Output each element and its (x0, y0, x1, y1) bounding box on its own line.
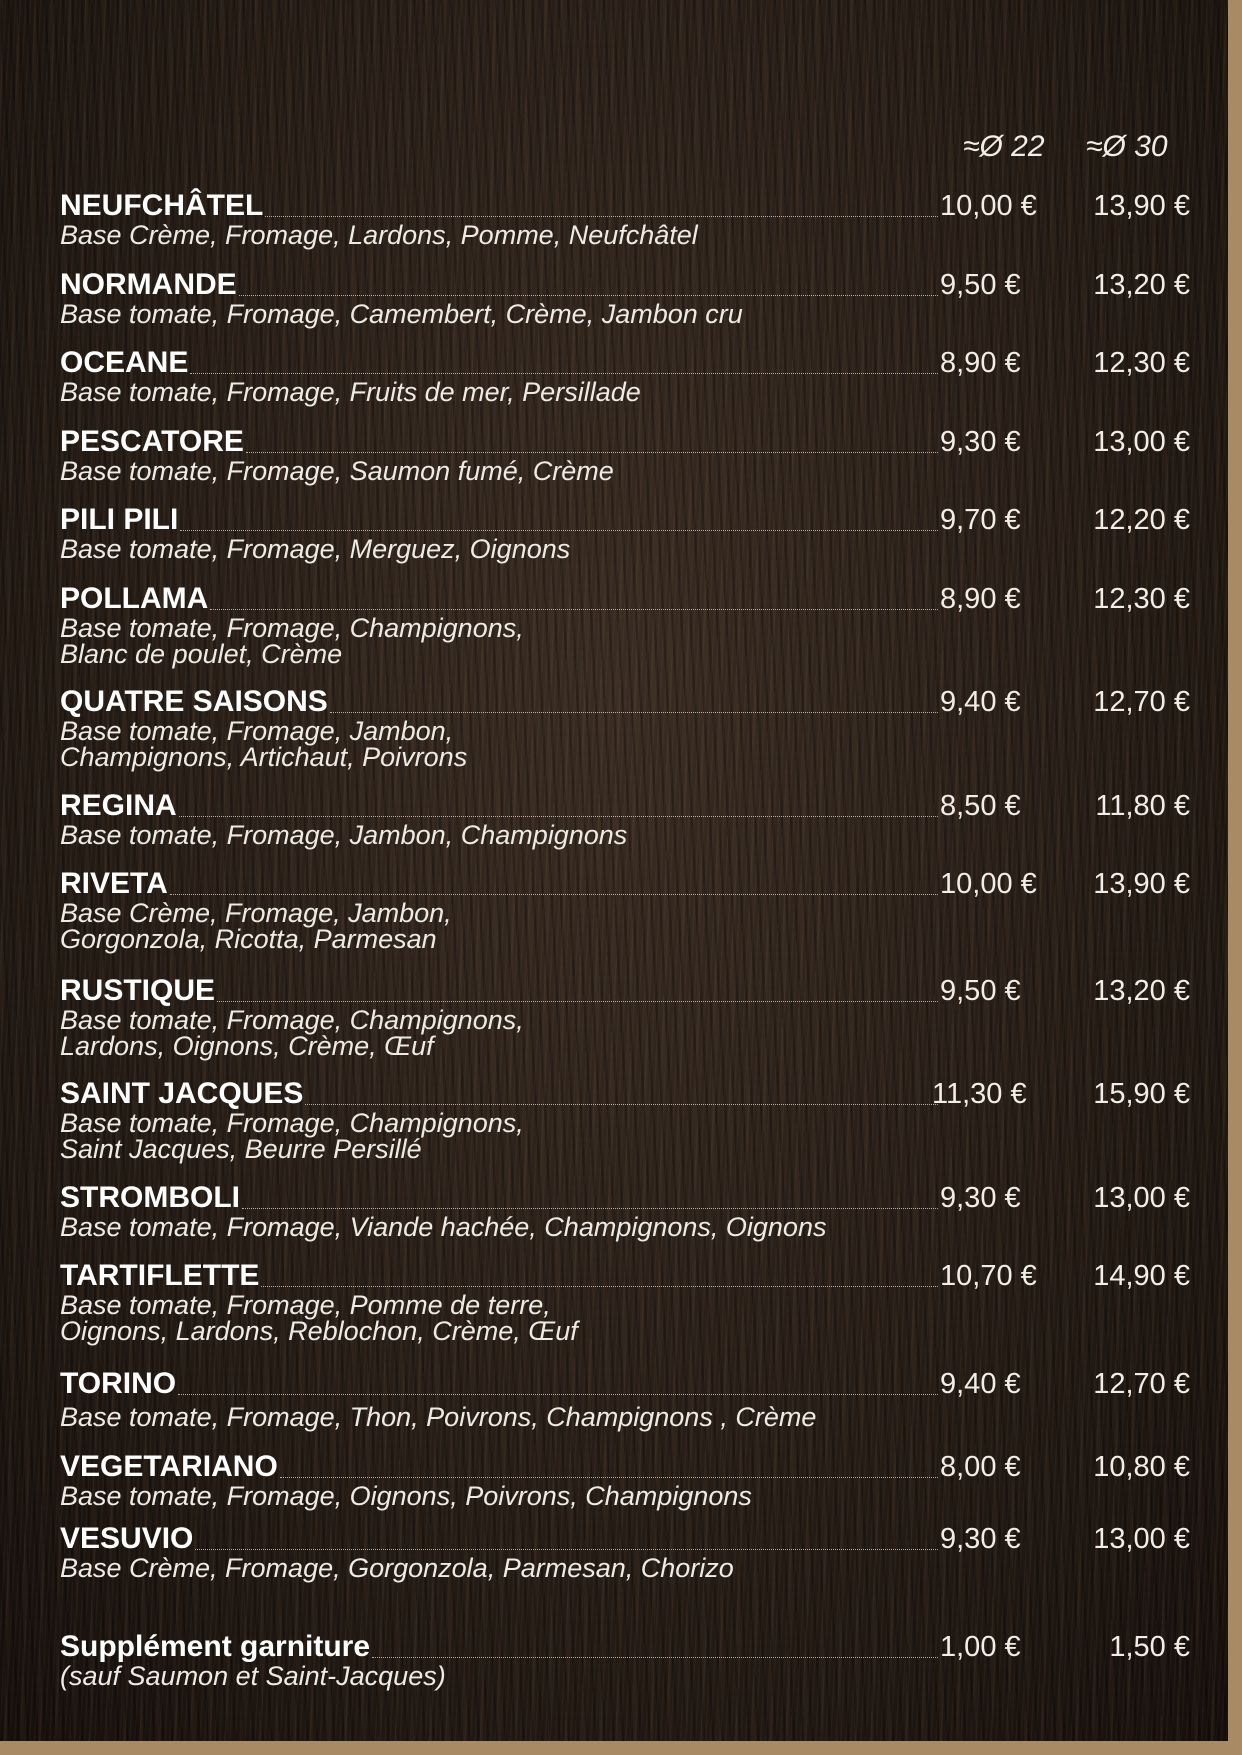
dot-leader (372, 1656, 938, 1658)
item-name: QUATRE SAISONS (60, 685, 328, 718)
price-30: 14,90 € (1093, 1260, 1190, 1292)
menu-item (60, 1519, 1190, 1581)
item-description (60, 1110, 1190, 1162)
dot-leader (265, 215, 938, 217)
menu-item (60, 579, 1190, 667)
price-22: 9,50 € (940, 269, 1021, 301)
price-22: 8,50 € (940, 790, 1021, 822)
item-name: TARTIFLETTE (60, 1259, 260, 1292)
description-line: Base tomate, Fromage, Champignons, (60, 1108, 524, 1138)
item-description (60, 536, 1190, 562)
menu-item (60, 682, 1190, 770)
price-30: 13,90 € (1093, 190, 1190, 222)
item-description (60, 1007, 1190, 1059)
price-30: 13,20 € (1093, 975, 1190, 1007)
price-22: 9,30 € (940, 426, 1021, 458)
dot-leader (180, 529, 938, 531)
dot-leader (210, 608, 938, 610)
price-30: 12,70 € (1093, 1368, 1190, 1400)
price-30: 13,20 € (1093, 269, 1190, 301)
item-description (60, 379, 1190, 405)
item-description (60, 458, 1190, 484)
supplement-description (60, 1663, 1190, 1689)
description-line: Saint Jacques, Beurre Persillé (60, 1134, 422, 1164)
item-name: REGINA (60, 789, 177, 822)
price-30: 1,50 € (1109, 1631, 1190, 1663)
description-line: Base Crème, Fromage, Lardons, Pomme, Neufchâtel (60, 220, 698, 250)
menu-item (60, 186, 1190, 248)
price-22: 11,30 € (932, 1078, 1027, 1110)
menu-item (60, 786, 1190, 848)
description-line: Base tomate, Fromage, Pomme de terre, (60, 1290, 551, 1320)
menu-item (60, 343, 1190, 405)
price-22: 8,90 € (940, 347, 1021, 379)
description-line: Base tomate, Fromage, Champignons, (60, 613, 524, 643)
menu-item (60, 1256, 1190, 1344)
price-22: 9,40 € (940, 686, 1021, 718)
dot-leader (217, 1000, 938, 1002)
item-description (60, 1214, 1190, 1240)
menu-item (60, 864, 1190, 952)
description-line: (sauf Saumon et Saint-Jacques) (60, 1661, 446, 1691)
price-22: 8,90 € (940, 583, 1021, 615)
menu-item (60, 500, 1190, 562)
menu-item (60, 1074, 1190, 1162)
description-line: Base tomate, Fromage, Thon, Poivrons, Champignons , Crème (60, 1402, 817, 1432)
description-line: Base Crème, Fromage, Jambon, (60, 898, 452, 928)
price-30: 12,70 € (1093, 686, 1190, 718)
item-name: NEUFCHÂTEL (60, 189, 264, 222)
price-22: 1,00 € (940, 1631, 1021, 1663)
description-line: Base tomate, Fromage, Camembert, Crème, Jambon cru (60, 299, 743, 329)
description-line: Blanc de poulet, Crème (60, 639, 343, 669)
price-30: 12,20 € (1093, 504, 1190, 536)
dot-leader (305, 1103, 938, 1105)
description-line: Lardons, Oignons, Crème, Œuf (60, 1031, 434, 1061)
item-description (60, 718, 1190, 770)
price-22: 8,00 € (940, 1451, 1021, 1483)
dot-leader (280, 1476, 938, 1478)
description-line: Base tomate, Fromage, Jambon, (60, 716, 454, 746)
description-line: Champignons, Artichaut, Poivrons (60, 742, 468, 772)
price-30: 12,30 € (1093, 347, 1190, 379)
supplement-name: Supplément garniture (60, 1630, 371, 1663)
dot-leader (179, 815, 938, 817)
description-line: Gorgonzola, Ricotta, Parmesan (60, 924, 437, 954)
item-description (60, 615, 1190, 667)
menu-item (60, 1447, 1190, 1509)
item-name: STROMBOLI (60, 1181, 240, 1214)
price-30: 15,90 € (1093, 1078, 1190, 1110)
price-30: 12,30 € (1093, 583, 1190, 615)
dot-leader (242, 1207, 938, 1209)
description-line: Base tomate, Fromage, Oignons, Poivrons, Champignons (60, 1481, 752, 1511)
price-30: 13,90 € (1093, 868, 1190, 900)
item-description (60, 301, 1190, 327)
item-description (60, 1555, 1190, 1581)
description-line: Base tomate, Fromage, Merguez, Oignons (60, 534, 571, 564)
item-description (60, 1483, 1190, 1509)
item-name: OCEANE (60, 346, 189, 379)
price-30: 13,00 € (1093, 1182, 1190, 1214)
item-name: TORINO (60, 1367, 177, 1400)
supplement-item (60, 1627, 1190, 1689)
description-line: Oignons, Lardons, Reblochon, Crème, Œuf (60, 1316, 578, 1346)
size-30-header: ≈Ø 30 (1086, 130, 1168, 163)
price-22: 10,70 € (940, 1260, 1037, 1292)
price-22: 9,50 € (940, 975, 1021, 1007)
menu-item (60, 971, 1190, 1059)
description-line: Base tomate, Fromage, Fruits de mer, Persillade (60, 377, 641, 407)
price-30: 13,00 € (1093, 426, 1190, 458)
description-line: Base tomate, Fromage, Saumon fumé, Crème (60, 456, 614, 486)
dot-leader (239, 294, 938, 296)
description-line: Base tomate, Fromage, Viande hachée, Champignons, Oignons (60, 1212, 827, 1242)
menu-item (60, 265, 1190, 327)
price-30: 11,80 € (1095, 790, 1190, 822)
dot-leader (261, 1285, 938, 1287)
dot-leader (178, 1393, 938, 1395)
item-name: POLLAMA (60, 582, 209, 615)
item-description (60, 900, 1190, 952)
price-30: 10,80 € (1093, 1451, 1190, 1483)
size-22-header: ≈Ø 22 (963, 130, 1045, 163)
dot-leader (195, 1548, 938, 1550)
menu-item (60, 1364, 1190, 1430)
item-name: VEGETARIANO (60, 1450, 278, 1483)
price-22: 10,00 € (940, 868, 1037, 900)
price-22: 9,70 € (940, 504, 1021, 536)
item-description (60, 1292, 1190, 1344)
item-name: VESUVIO (60, 1522, 194, 1555)
dot-leader (170, 893, 938, 895)
item-description (60, 1404, 1190, 1430)
item-name: PILI PILI (60, 503, 179, 536)
item-name: PESCATORE (60, 425, 244, 458)
item-name: RIVETA (60, 867, 168, 900)
price-30: 13,00 € (1093, 1523, 1190, 1555)
item-description (60, 222, 1190, 248)
dot-leader (190, 372, 938, 374)
item-description (60, 822, 1190, 848)
item-name: RUSTIQUE (60, 974, 216, 1007)
price-22: 9,30 € (940, 1182, 1021, 1214)
menu-item (60, 1178, 1190, 1240)
price-22: 9,40 € (940, 1368, 1021, 1400)
description-line: Base tomate, Fromage, Jambon, Champignons (60, 820, 628, 850)
dot-leader (330, 711, 938, 713)
dot-leader (246, 451, 938, 453)
price-22: 9,30 € (940, 1523, 1021, 1555)
description-line: Base Crème, Fromage, Gorgonzola, Parmesan, Chorizo (60, 1553, 734, 1583)
description-line: Base tomate, Fromage, Champignons, (60, 1005, 524, 1035)
price-22: 10,00 € (940, 190, 1037, 222)
menu-item (60, 422, 1190, 484)
item-name: NORMANDE (60, 268, 237, 301)
item-name: SAINT JACQUES (60, 1077, 304, 1110)
